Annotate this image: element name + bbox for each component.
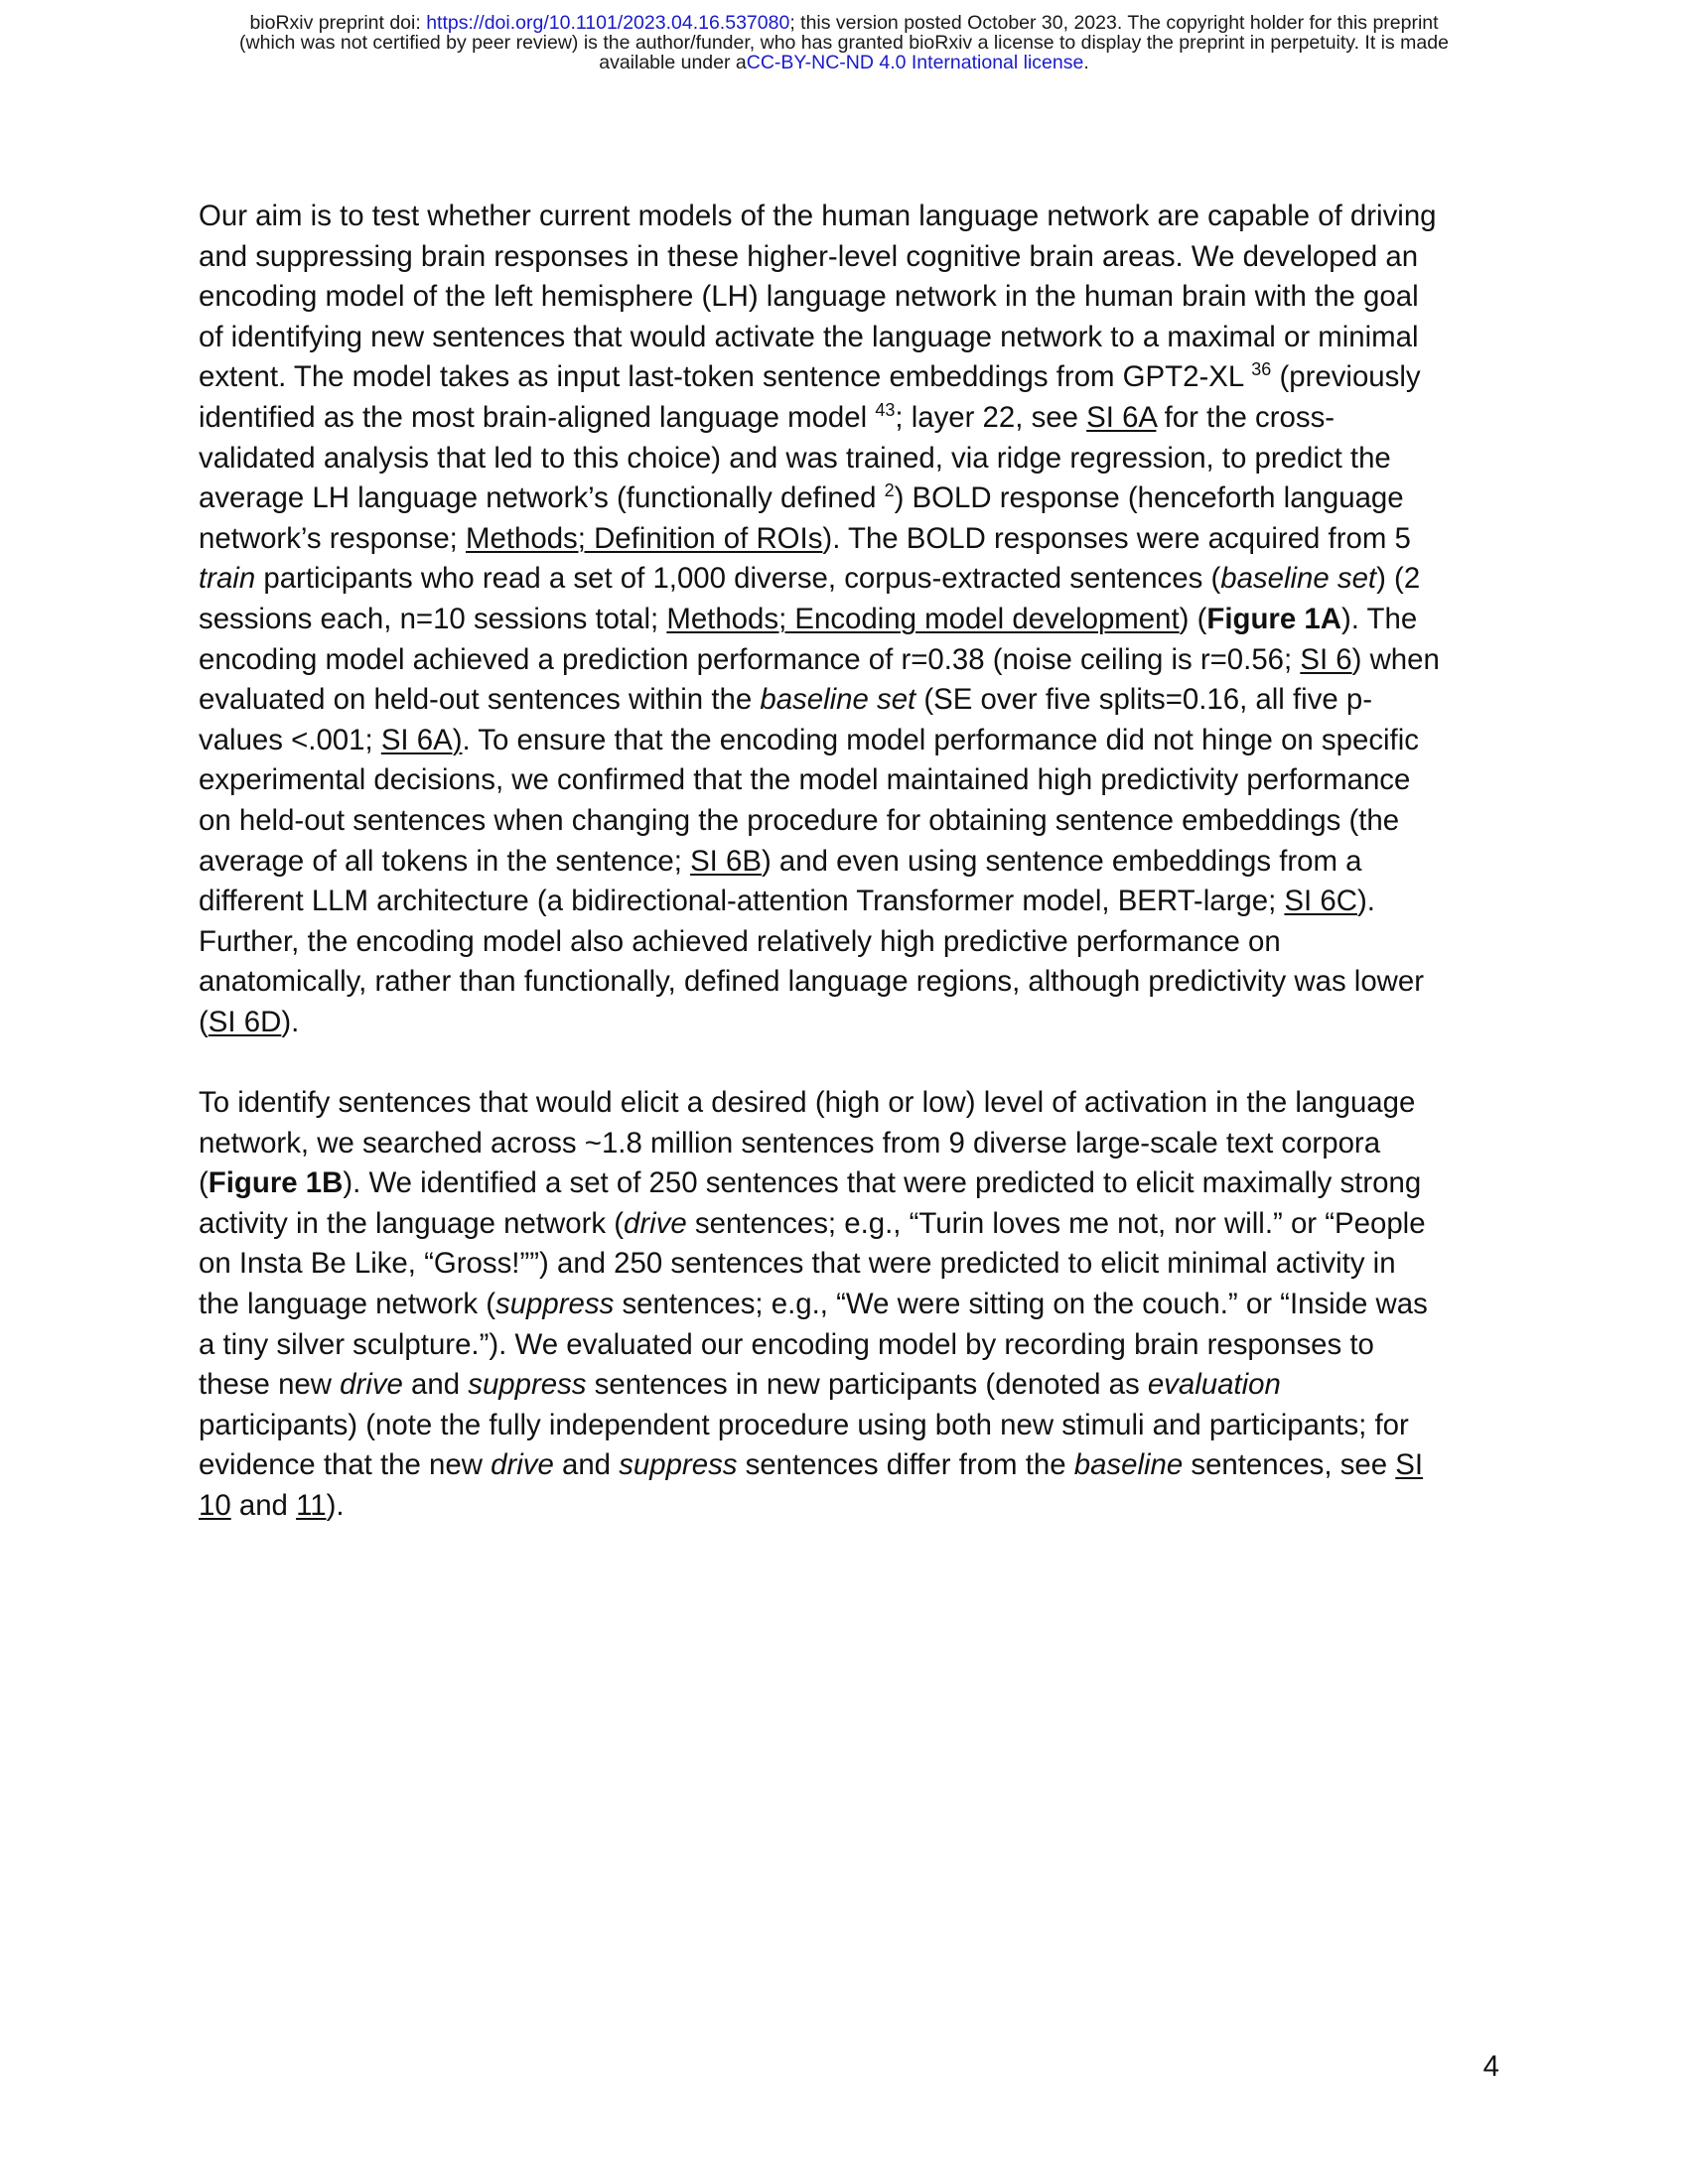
figure-reference: Figure 1A [1206,602,1341,635]
body-text [199,197,1499,1527]
text-line: (Figure 1B). We identified a set of 250 sentences that were predicted to elicit maximally strong [199,1166,1422,1200]
text-line: participants) (note the fully independent procedure using both new stimuli and participants; for [199,1408,1409,1441]
text-line: Further, the encoding model also achieved relatively high predictive performance on [199,924,1281,958]
text-line: different LLM architecture (a bidirectional-attention Transformer model, BERT-large; SI 6C). [199,885,1375,918]
text-line: anatomically, rather than functionally, defined language regions, although predictivity was lower [199,965,1425,999]
methods-reference-link[interactable]: Methods; Encoding model development [666,602,1180,635]
license-link[interactable]: CC-BY-NC-ND 4.0 International license [746,52,1084,73]
text-line: experimental decisions, we confirmed that the model maintained high predictivity performance [199,763,1411,797]
citation-superscript: 2 [884,480,895,501]
methods-reference-link[interactable]: Methods; Definition of ROIs [466,521,823,555]
si-reference-link[interactable]: SI 6D [208,1005,282,1038]
text-line: identified as the most brain-aligned language model $^{43}$; layer 22, see SI 6A for the cross- [199,399,1336,434]
paragraph-sentence-search [199,1083,1499,1527]
header-doi-suffix: ; this version posted October 30, 2023. The copyright holder for this preprint [789,12,1439,34]
si-reference-link[interactable]: SI 6A) [380,723,463,756]
page-number: 4 [1482,2050,1499,2083]
header-line-2: (which was not certified by peer review) is the author/funder, who has granted bioRxiv a license to display the preprint in perpetuity. It is made [239,32,1449,54]
text-line: average of all tokens in the sentence; SI 6B) and even using sentence embeddings from a [199,844,1362,878]
doi-link[interactable]: https://doi.org/10.1101/2023.04.16.537080 [426,12,790,34]
si-reference-link[interactable]: SI [1395,1448,1424,1482]
text-line: and suppressing brain responses in these higher-level cognitive brain areas. We developed an [199,239,1419,273]
si-reference-link[interactable]: 11 [296,1489,327,1522]
text-line: sessions each, n=10 sessions total; Methods; Encoding model development) (Figure 1A). The [199,602,1418,635]
si-reference-link[interactable]: 10 [199,1489,231,1522]
text-line: network, we searched across ~1.8 million sentences from 9 diverse large-scale text corpora [199,1126,1381,1160]
si-reference-link[interactable]: SI 6A [1086,400,1157,434]
text-line: encoding model achieved a prediction performance of r=0.38 (noise ceiling is r=0.56; SI 6) when [199,642,1440,676]
text-line: extent. The model takes as input last-token sentence embeddings from GPT2-XL $^{36}$ (previously [199,359,1421,394]
text-line: on Insta Be Like, “Gross!””) and 250 sentences that were predicted to elicit minimal activity in [199,1247,1396,1281]
text-line: the language network (suppress sentences; e.g., “We were sitting on the couch.” or “Inside was [199,1288,1428,1321]
text-line: Our aim is to test whether current models of the human language network are capable of driving [199,200,1437,232]
text-line: evaluated on held-out sentences within the baseline set (SE over five splits=0.16, all five p- [199,683,1373,717]
text-line: these new drive and suppress sentences in new participants (denoted as evaluation [199,1368,1281,1402]
text-line: activity in the language network (drive sentences; e.g., “Turin loves me not, nor will.” or “People [199,1206,1426,1240]
header-license-suffix: . [1083,52,1089,73]
text-line: values <.001; SI 6A). To ensure that the encoding model performance did not hinge on specific [199,723,1419,756]
figure-reference: Figure 1B [208,1166,344,1200]
text-line: validated analysis that led to this choice) and was trained, via ridge regression, to predict the [199,441,1391,475]
text-line: To identify sentences that would elicit a desired (high or low) level of activation in the language [199,1086,1416,1120]
si-reference-link[interactable]: SI 6B [690,844,762,878]
text-line: 10 and 11). [199,1489,345,1522]
citation-superscript: 43 [875,399,896,420]
citation-superscript: 36 [1251,359,1272,380]
si-reference-link[interactable]: SI 6 [1300,642,1352,676]
text-line: a tiny silver sculpture.”). We evaluated our encoding model by recording brain responses to [199,1327,1374,1361]
preprint-header [0,13,1688,72]
text-line: network’s response; Methods; Definition of ROIs). The BOLD responses were acquired from 5 [199,521,1411,555]
paragraph-encoding-model [199,197,1499,1042]
si-reference-link[interactable]: SI 6C [1284,885,1357,918]
text-line: on held-out sentences when changing the procedure for obtaining sentence embeddings (the [199,803,1400,837]
header-doi-prefix: bioRxiv preprint doi: [249,12,427,34]
text-line: encoding model of the left hemisphere (LH) language network in the human brain with the goal [199,280,1419,314]
header-license-prefix: available under a [599,52,747,73]
text-line: average LH language network’s (functionally defined $^2$) BOLD response (henceforth language [199,480,1404,515]
text-line: train participants who read a set of 1,000 diverse, corpus-extracted sentences (baseline set) (2 [199,562,1421,596]
header-line-3 [0,53,1688,72]
header-line-1 [0,13,1688,33]
text-line: of identifying new sentences that would activate the language network to a maximal or minimal [199,320,1419,353]
text-line: (SI 6D). [199,1005,300,1038]
text-line: evidence that the new drive and suppress sentences differ from the baseline sentences, see SI [199,1448,1424,1482]
